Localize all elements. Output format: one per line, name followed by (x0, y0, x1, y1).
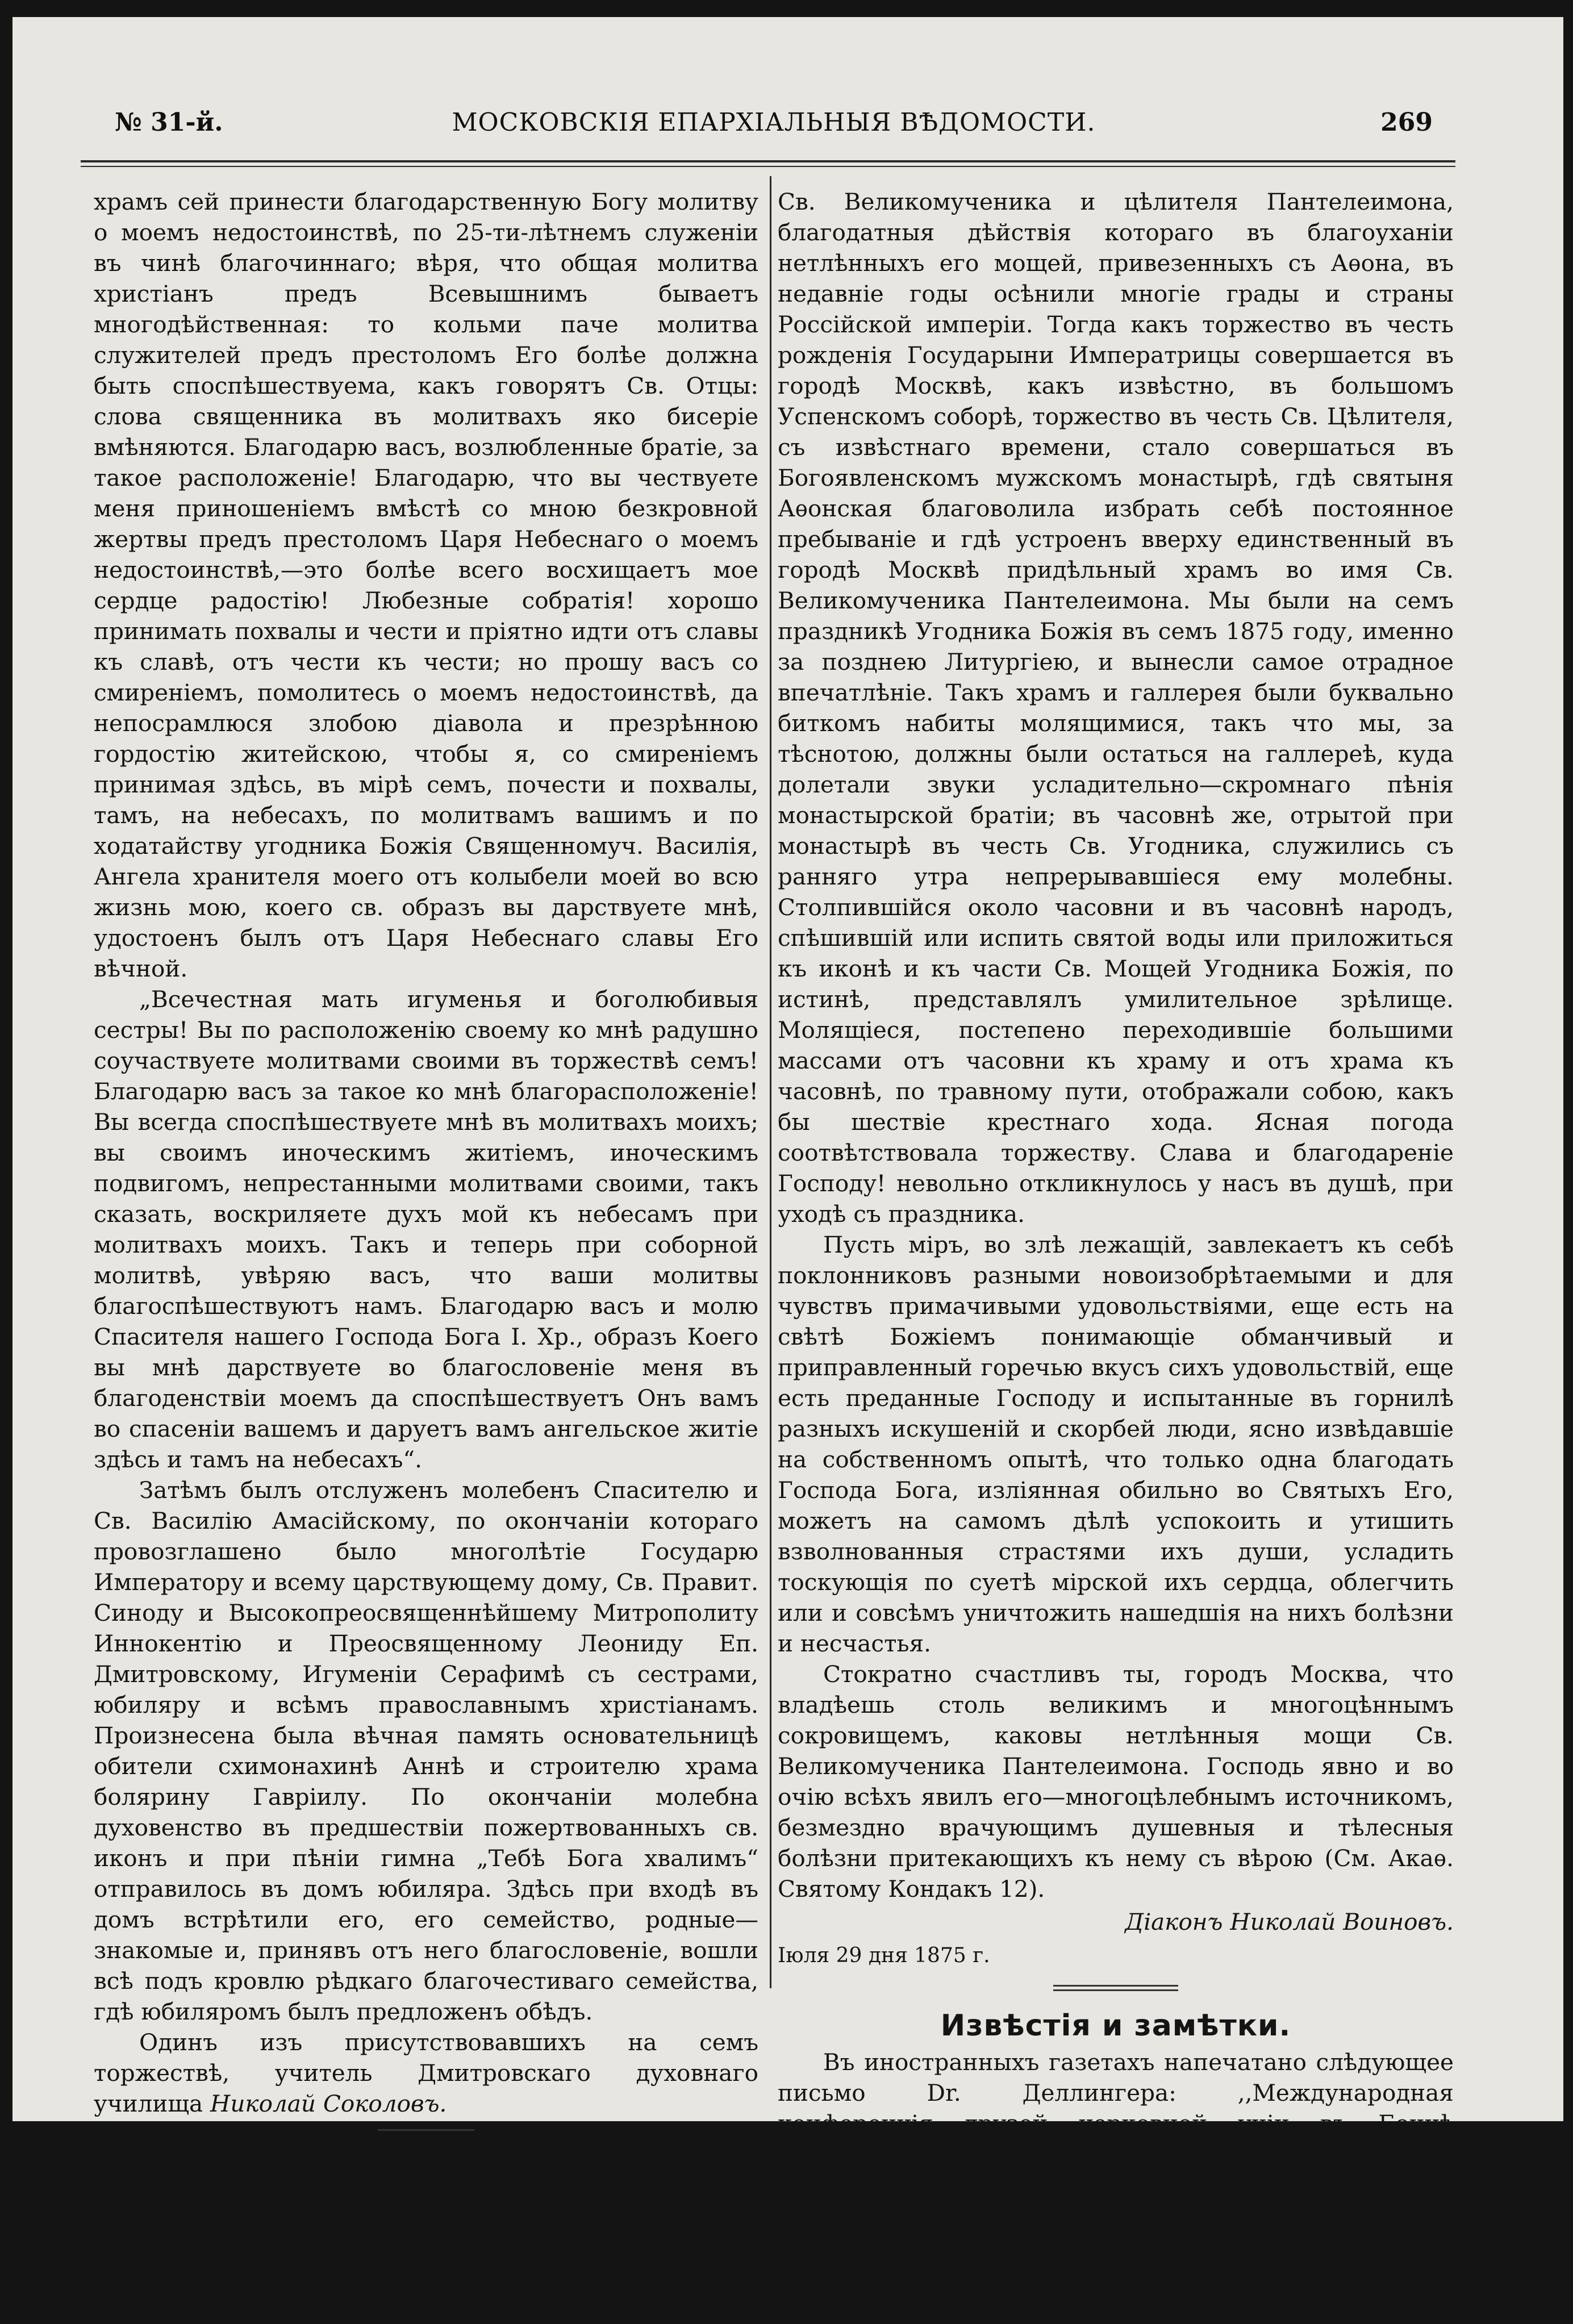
paragraph: Пусть міръ, во злѣ лежащій, завлекаетъ къ себѣ поклонниковъ разными новоизобрѣтаемыми и для чувствъ примачивыми удовольствіями, еще есть на свѣтѣ Божіемъ понимающіе обманчивый и приправленный горечью вкусъ сихъ удовольствій, еще есть преданные Господу и испытанные въ горнилѣ разныхъ искушеній и скорбей люди, ясно извѣдавшіе на собственномъ опытѣ, что только одна благодать Господа Бога, изліянная обильно во Святыхъ Его, можетъ на самомъ дѣлѣ успокоить и утишить взволнованныя страстями ихъ души, усладить тоскующія по суетѣ мірской ихъ сердца, облегчить или и совсѣмъ уничтожить нашедшія на нихъ болѣзни и несчастья. (778, 1231, 1454, 1657)
paragraph: День 27 іюля для каждаго вѣрнаго члена Св. церкви и преданнаго сына Россійскаго Государства сугубо радостенъ и торжественъ, именно какъ день рожденія Ея Императорскаго Величества, Государыни Императрицы Маріи Александровны и какъ день памяти и прославленія (94, 2142, 758, 2322)
page-number: 269 (1380, 108, 1433, 137)
paragraph: „Всечестная мать игуменья и боголюбивыя сестры! Вы по расположенію своему ко мнѣ радушно соучаствуете молитвами своими въ торжествѣ семъ! Благодарю васъ за такое ко мнѣ благорасположеніе! Вы всегда споспѣшествуете мнѣ въ молитвахъ моихъ; вы своимъ иноческимъ житіемъ, иноческимъ подвигомъ, непрестанными молитвами своими, такъ сказать, воскриляете духъ мой къ небесамъ при молитвахъ моихъ. Такъ и теперь при соборной молитвѣ, увѣряю васъ, что ваши молитвы благоспѣшествуютъ намъ. Благодарю васъ и молю Спасителя нашего Господа Бога І. Хр., образъ Коего вы мнѣ дарствуете во благословеніе меня въ благоденствіи моемъ да споспѣшествуетъ Онъ вамъ во спасеніи вашемъ и даруетъ вамъ ангельское житіе здѣсь и тамъ на небесахъ“. (94, 986, 758, 1473)
author-name: Николай Соколовъ. (210, 2090, 447, 2117)
paragraph: Стократно счастливъ ты, городъ Москва, что владѣешь столь великимъ и многоцѣннымъ сокровищемъ, каковы нетлѣнныя мощи Св. Великомученика Пантелеимона. Господь явно и во очію всѣхъ явилъ его—многоцѣлебнымъ источникомъ, безмездно врачующимъ душевныя и тѣлесныя болѣзни притекающихъ къ нему съ вѣрою (См. Акаѳ. Святому Кондакъ 12). (778, 1660, 1454, 1902)
section-heading: Извѣстія и замѣтки. (940, 2009, 1291, 2043)
date-line: Іюля 29 дня 1875 г. (778, 1944, 990, 1967)
page-header (115, 108, 1433, 142)
header-rule-thin (81, 166, 1455, 167)
paragraph: храмъ сей принести благодарственную Богу молитву о моемъ недостоинствѣ, по 25-ти-лѣтнемъ служеніи въ чинѣ благочиннаго; вѣря, что общая молитва христіанъ предъ Всевышнимъ бываетъ многодѣйственная: то кольми паче молитва служителей предъ престоломъ Его болѣе должна быть споспѣшествуема, какъ говорятъ Св. Отцы: слова священника въ молитвахъ яко бисеріе вмѣняются. Благодарю васъ, возлюбленные братіе, за такое расположеніе! Благодарю, что вы чествуете меня приношеніемъ вмѣстѣ со мною безкровной жертвы предъ престоломъ Царя Небеснаго о моемъ недостоинствѣ,—это болѣе всего восхищаетъ мое сердце радостію! Любезные собратія! хорошо принимать похвалы и чести и пріятно идти отъ славы къ славѣ, отъ чести къ чести; но прошу васъ со смиреніемъ, помолитесь о моемъ недостоинствѣ, да непосрамлюся злобою діавола и презрѣнною гордостію житейскою, чтобы я, со смиреніемъ принимая здѣсь, въ мірѣ семъ, почести и похвалы, тамъ, на небесахъ, по молитвамъ вашимъ и по ходатайству угодника Божія Священномуч. Василія, Ангела хранителя моего отъ колыбели моей во всю жизнь мою, коего св. образъ вы дарствуете мнѣ, удостоенъ былъ отъ Царя Небеснаго славы Его вѣчной. (94, 188, 758, 982)
issue-number: № 31-й. (115, 108, 223, 137)
publication-title: МОСКОВСКІЯ ЕПАРХІАЛЬНЫЯ ВѢДОМОСТИ. (452, 108, 1096, 137)
paragraph-text: Одинъ изъ присутствовавшихъ на семъ торжествѣ, учитель Дмитровскаго духовнаго училища (94, 2029, 758, 2117)
signature: Діаконъ Николай Воиновъ. (1125, 1908, 1454, 1935)
right-column (778, 186, 1454, 2262)
paragraph: Св. Великомученика и цѣлителя Пантелеимона, благодатныя дѣйствія котораго въ благоуханіи нетлѣнныхъ его мощей, привезенныхъ съ Аѳона, въ недавніе годы осѣнили многіе грады и страны Россійской имперіи. Тогда какъ торжество въ честь рожденія Государыни Императрицы совершается въ городѣ Москвѣ, какъ извѣстно, въ большомъ Успенскомъ соборѣ, торжество въ честь Св. Цѣлителя, съ извѣстнаго времени, стало совершаться въ Богоявленскомъ мужскомъ монастырѣ, гдѣ святыня Аѳонская благоволила избрать себѣ постоянное пребываніе и гдѣ устроенъ вверху единственный въ городѣ Москвѣ придѣльный храмъ во имя Св. Великомученика Пантелеимона. Мы были на семъ праздникѣ Угодника Божія въ семъ 1875 году, именно за позднею Литургіею, и вынесли самое отрадное впечатлѣніе. Такъ храмъ и галлерея были буквально биткомъ набиты молящимися, такъ что мы, за тѣснотою, должны были остаться на галлереѣ, куда долетали звуки усладительно—скромнаго пѣнія монастырской братіи; въ часовнѣ же, отрытой при монастырѣ въ честь Св. Угодника, служились съ ранняго утра непрерывавшіеся ему молебны. Столпившійся около часовни и въ часовнѣ народъ, спѣшившій или испить святой воды или приложиться къ иконѣ и къ части Св. Мощей Угодника Божія, по истинѣ, представлялъ умилительное зрѣлище. Молящіеся, постепено переходившіе большими массами отъ часовни къ храму и отъ храма къ часовнѣ, по травному пути, отображали собою, какъ бы шествіе крестнаго хода. Ясная погода соотвѣтствовала торжеству. Слава и благодареніе Господу! невольно откликнулось у насъ въ душѣ, при уходѣ съ праздника. (778, 188, 1454, 1228)
header-rule (81, 160, 1455, 162)
double-separator (1053, 1985, 1178, 1991)
paragraph: Затѣмъ былъ отслуженъ молебенъ Спасителю и Св. Василію Амасійскому, по окончаніи котораго провозглашено было многолѣтіе Государю Императору и всему царствующему дому, Св. Правит. Синоду и Высокопреосвященнѣйшему Митрополиту Иннокентію и Преосвященному Леониду Еп. Дмитровскому, Игуменіи Серафимѣ съ сестрами, юбиляру и всѣмъ православнымъ христіанамъ. Произнесена была вѣчная память основательницѣ обители схимонахинѣ Аннѣ и строителю храма болярину Гавріилу. По окончаніи молебна духовенство въ предшествіи пожертвованныхъ св. иконъ и при пѣніи гимна „Тебѣ Бога хвалимъ“ отправилось въ домъ юбиляра. Здѣсь при входѣ въ домъ встрѣтили его, его семейство, родные—знакомые и, принявъ отъ него благословеніе, вошли всѣ подъ кровлю рѣдкаго благочестиваго семейства, гдѣ юбиляромъ былъ предложенъ обѣдъ. (94, 1476, 758, 2025)
paragraph: Въ иностранныхъ газетахъ напечатано слѣдующее письмо Dr. Деллингера: ,,Международная конференція друзей церковной уніи въ Боннѣ откроется 12-го августа и будетъ продолжаться этотъ и два слѣдующіе дня. Конференція имѣетъ слѣдующія цѣли: во первыхъ, воспроизвести общее исповѣданіе тѣхъ главныхъ христіанскихъ ученій (778, 2048, 1454, 2260)
newspaper-page (12, 17, 1563, 2322)
paragraph (94, 2027, 758, 2119)
left-column (94, 186, 758, 2324)
column-divider (770, 176, 771, 1988)
